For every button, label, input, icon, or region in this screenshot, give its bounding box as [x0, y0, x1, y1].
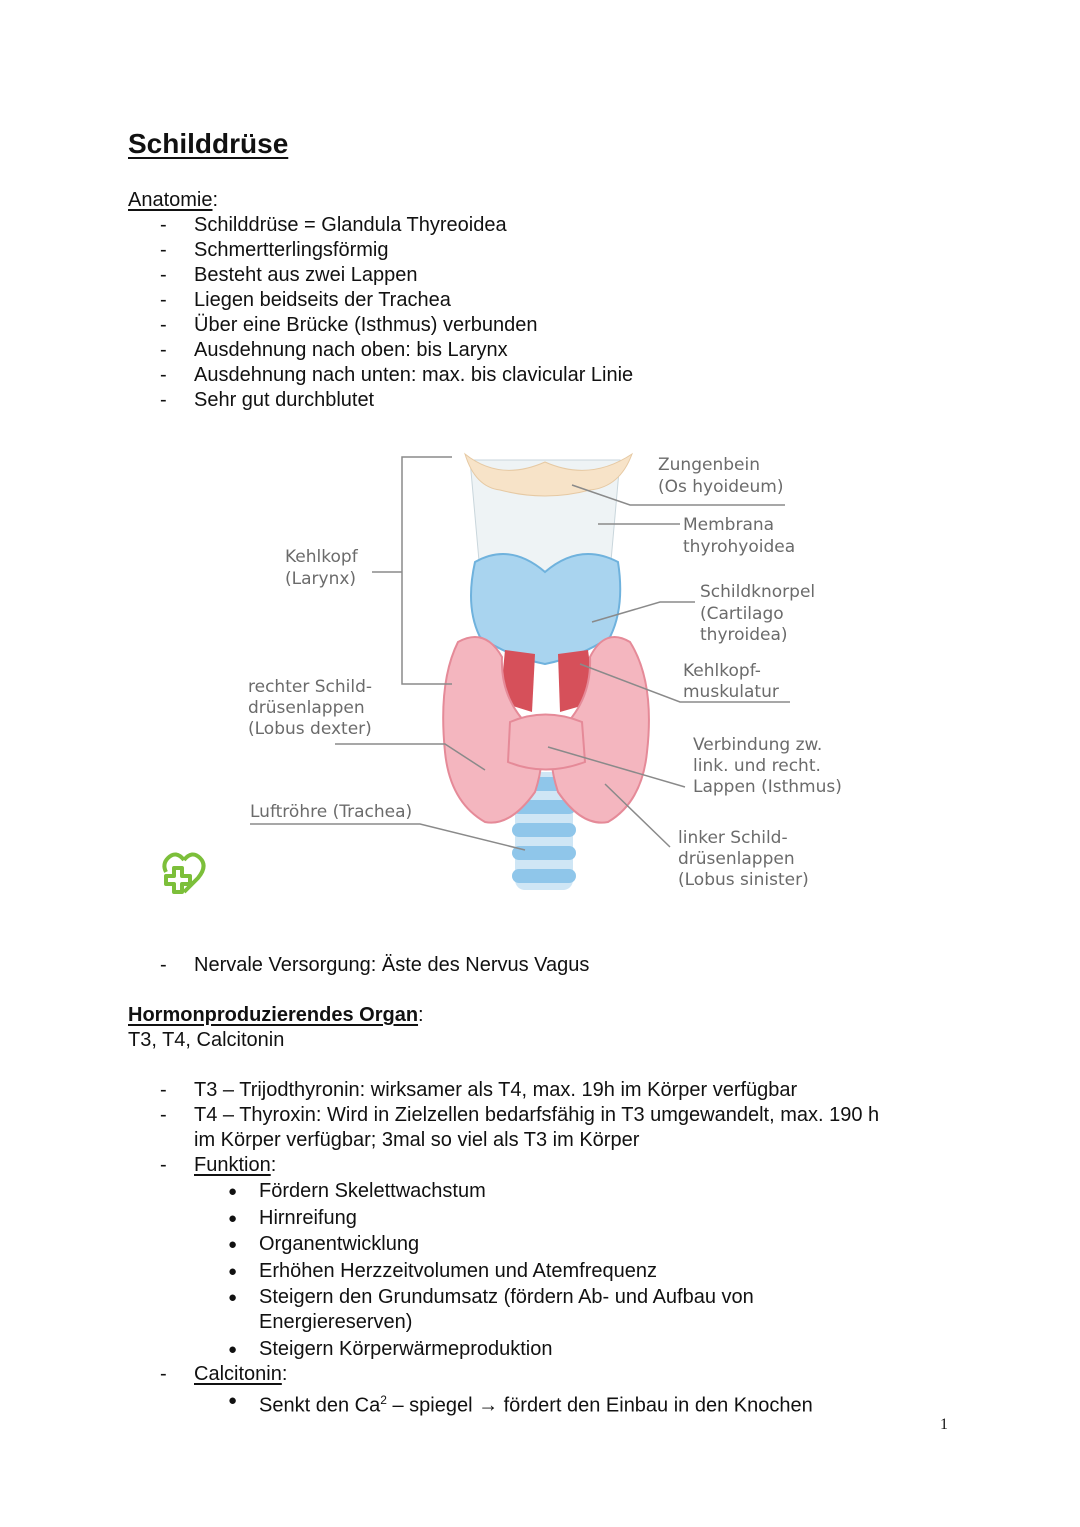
calcitonin-item [259, 1388, 813, 1419]
label-linker-lappen: linker Schild- [678, 828, 788, 848]
anatomy-item: Liegen beidseits der Trachea [194, 289, 451, 311]
funktion-item: Hirnreifung [259, 1207, 357, 1229]
label-rechter-lappen: drüsenlappen [248, 698, 365, 718]
dash-marker: - [160, 239, 167, 261]
calcitonin-heading: Calcitonin: [194, 1363, 288, 1385]
label-kehlkopf: (Larynx) [285, 569, 357, 589]
label-verbindung: Verbindung zw. [693, 735, 823, 755]
bullet-dot-icon: ● [228, 1341, 238, 1358]
isthmus-illustration [508, 715, 585, 770]
dash-marker: - [160, 1079, 167, 1101]
label-kehlkopf: Kehlkopf [285, 547, 358, 567]
anatomy-item: Sehr gut durchblutet [194, 389, 375, 411]
funktion-item: Organentwicklung [259, 1233, 420, 1255]
label-verbindung: link. und recht. [693, 756, 821, 776]
page-title: Schilddrüse [128, 128, 289, 159]
calcitonin-superscript: 2 [380, 1393, 387, 1407]
bullet-dot-icon: ● [228, 1263, 238, 1280]
t4-item: T4 – Thyroxin: Wird in Zielzellen bedarfsfähig in T3 umgewandelt, max. 190 h [194, 1104, 880, 1126]
calcitonin-heading-text: Calcitonin [194, 1363, 282, 1385]
label-schildknorpel: thyroidea) [700, 625, 788, 645]
funktion-item: Erhöhen Herzzeitvolumen und Atemfrequenz [259, 1260, 658, 1282]
label-muskulatur: muskulatur [683, 682, 779, 702]
funktion-item: Fördern Skelettwachstum [259, 1180, 486, 1202]
label-membrana: Membrana [683, 515, 775, 535]
funktion-item: Steigern den Grundumsatz (fördern Ab- und Aufbau von [259, 1286, 754, 1308]
t4-item-cont: im Körper verfügbar; 3mal so viel als T3 im Körper [194, 1129, 640, 1151]
dash-marker: - [160, 214, 167, 236]
dash-marker: - [160, 364, 167, 386]
larynx-bracket [402, 457, 452, 684]
t3-item: T3 – Trijodthyronin: wirksamer als T4, max. 19h im Körper verfügbar [194, 1079, 798, 1101]
label-zungenbein: (Os hyoideum) [658, 477, 784, 497]
funktion-heading: Funktion: [194, 1154, 277, 1176]
anatomy-item: Schmertterlingsförmig [194, 239, 389, 261]
bullet-dot-icon: ● [228, 1210, 238, 1227]
label-schildknorpel: Schildknorpel [700, 582, 816, 602]
label-zungenbein: Zungenbein [658, 455, 760, 475]
dash-marker: - [160, 954, 167, 976]
label-muskulatur: Kehlkopf- [683, 661, 761, 681]
label-schildknorpel: (Cartilago [700, 604, 784, 624]
anatomy-item: Ausdehnung nach unten: max. bis clavicular Linie [194, 364, 634, 386]
anatomy-item: Schilddrüse = Glandula Thyreoidea [194, 214, 507, 236]
funktion-item-cont: Energiereserven) [259, 1311, 413, 1333]
anatomy-heading-text: Anatomie [128, 189, 213, 211]
label-trachea: Luftröhre (Trachea) [250, 802, 413, 822]
bullet-dot-icon: ● [228, 1183, 238, 1200]
dash-marker: - [160, 1154, 167, 1176]
dash-marker: - [160, 389, 167, 411]
anatomy-item: Besteht aus zwei Lappen [194, 264, 418, 286]
label-verbindung: Lappen (Isthmus) [693, 777, 842, 797]
dash-marker: - [160, 1363, 167, 1385]
bullet-dot-icon: ● [228, 1289, 238, 1306]
hormone-heading: Hormonproduzierendes Organ: [128, 1004, 424, 1026]
label-rechter-lappen: rechter Schild- [248, 677, 372, 697]
label-linker-lappen: drüsenlappen [678, 849, 795, 869]
label-linker-lappen: (Lobus sinister) [678, 870, 809, 890]
hormone-heading-text: Hormonproduzierendes Organ [128, 1004, 419, 1026]
page-number: 1 [940, 1416, 948, 1433]
bullet-dot-icon: ● [228, 1236, 238, 1253]
funktion-item: Steigern Körperwärmeproduktion [259, 1338, 553, 1360]
dash-marker: - [160, 339, 167, 361]
funktion-heading-text: Funktion [194, 1154, 271, 1176]
heart-cross-logo-icon [164, 854, 203, 892]
anatomy-item: Ausdehnung nach oben: bis Larynx [194, 339, 508, 361]
bullet-dot-icon: ● [228, 1392, 238, 1409]
thyroid-anatomy-figure [140, 432, 940, 932]
label-membrana: thyrohyoidea [683, 537, 796, 557]
calcitonin-text-pre: Senkt den Ca [259, 1394, 381, 1417]
dash-marker: - [160, 264, 167, 286]
dash-marker: - [160, 289, 167, 311]
dash-marker: - [160, 1104, 167, 1126]
hormone-list: T3, T4, Calcitonin [128, 1029, 285, 1051]
anatomy-item: Über eine Brücke (Isthmus) verbunden [194, 314, 538, 336]
label-rechter-lappen: (Lobus dexter) [248, 719, 372, 739]
nervale-item: Nervale Versorgung: Äste des Nervus Vagus [194, 954, 590, 976]
calcitonin-text-post: – spiegel → fördert den Einbau in den Knochen [386, 1394, 813, 1417]
anatomy-heading: Anatomie: [128, 189, 219, 211]
dash-marker: - [160, 314, 167, 336]
